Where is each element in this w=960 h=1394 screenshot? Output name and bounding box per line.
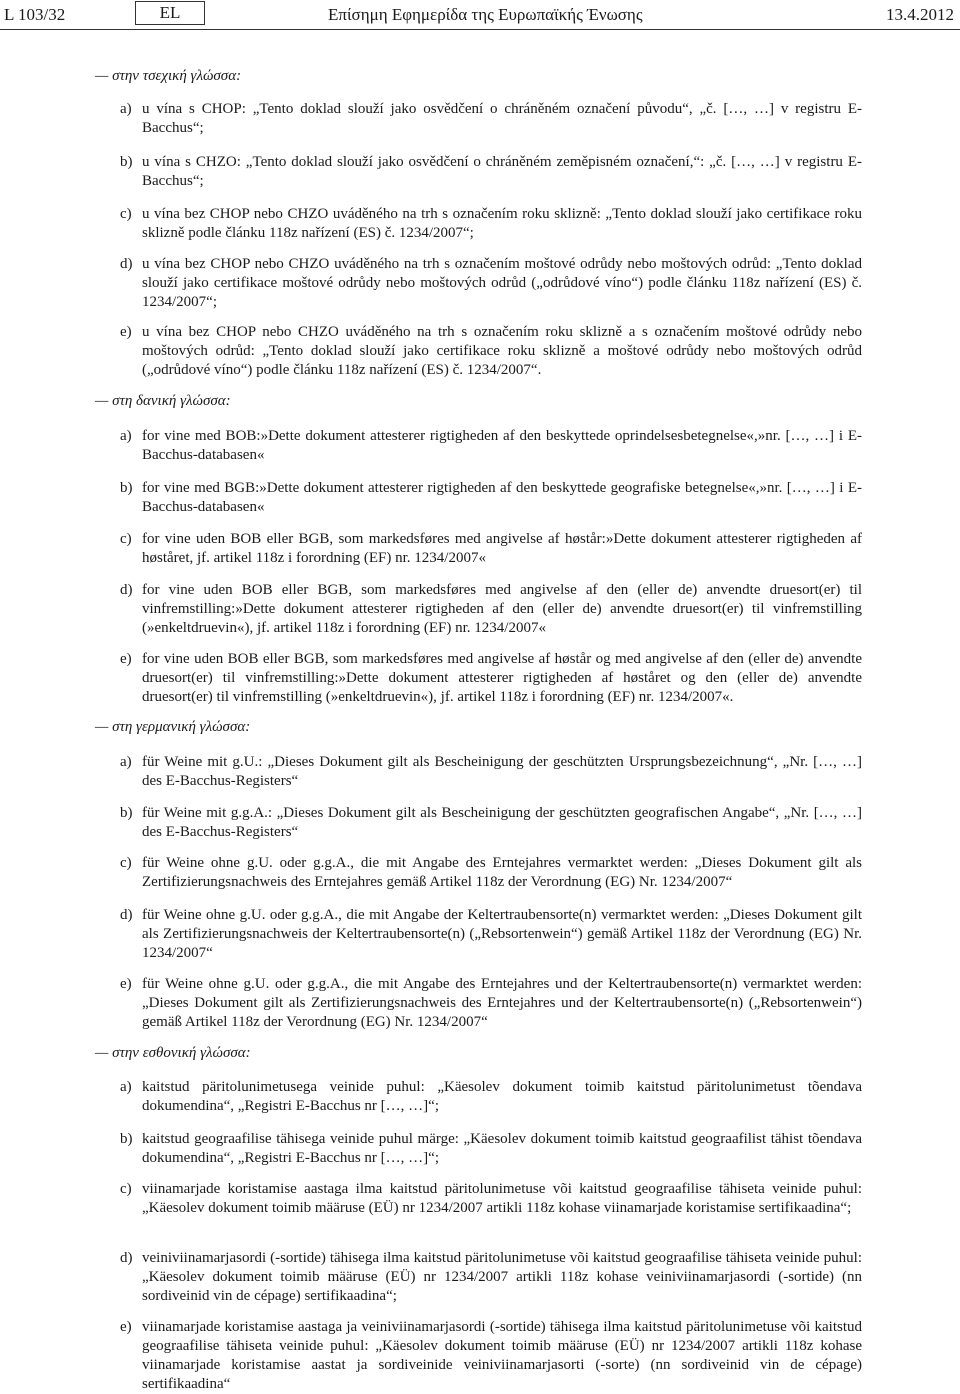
list-item: [120, 1180, 862, 1218]
list-item: [120, 906, 862, 963]
list-item: [120, 1130, 862, 1168]
list-item: [120, 255, 862, 312]
item-text: u vína s CHZO: „Tento doklad slouží jako osvědčení o chráněném zeměpisném označení,“: „č. […, …] v registru E-Bacchus“;: [142, 154, 862, 189]
item-text: for vine uden BOB eller BGB, som markedsføres med angivelse af den (eller de) anvendte druesort(er) til vinfremstilling:»Dette dokument attesterer rigtigheden af den (eller de) anvendte druesort(er) til vinfremstilling (»enkeltdruevin«), jf. artikel 118z i forordning (EF) nr. 1234/2007«: [142, 582, 862, 636]
section-heading-estonian: — στην εσθονική γλώσσα:: [95, 1045, 251, 1061]
header-rule: [0, 29, 960, 30]
item-label: a): [120, 101, 132, 117]
list-item: [120, 153, 862, 191]
item-text: u vína bez CHOP nebo CHZO uváděného na trh s označením roku sklizně a s označením moštové odrůdy nebo moštových odrůd: „Tento doklad slouží jako certifikace roku sklizně a moštové odrůdy nebo moštových odrůd („odrůdové víno“) podle článku 118z nařízení (ES) č. 1234/2007“.: [142, 324, 862, 378]
page-number: L 103/32: [4, 5, 66, 24]
item-label: a): [120, 754, 132, 770]
list-item: [120, 975, 862, 1032]
item-text: für Weine ohne g.U. oder g.g.A., die mit Angabe des Erntejahres und der Keltertraubensorte(n) vermarktet werden: „Dieses Dokument gilt als Zertifizierungsnachweis des Erntejahres und der Keltertraubensorte(n) („Rebsortenwein“) gemäß Artikel 118z der Verordnung (EG) Nr. 1234/2007“: [142, 976, 862, 1030]
list-item: [120, 854, 862, 892]
item-label: c): [120, 531, 132, 547]
list-item: [120, 1249, 862, 1306]
list-item: [120, 804, 862, 842]
item-label: a): [120, 1079, 132, 1095]
item-text: for vine med BGB:»Dette dokument attesterer rigtigheden af den beskyttede geografiske betegnelse«,»nr. […, …] i E-Bacchus-databasen«: [142, 480, 862, 515]
list-item: [120, 530, 862, 568]
item-label: c): [120, 206, 132, 222]
item-text: u vína bez CHOP nebo CHZO uváděného na trh s označením roku sklizně: „Tento doklad slouží jako certifikace roku sklizně podle článku 118z nařízení (ES) č. 1234/2007“;: [142, 206, 862, 241]
item-label: c): [120, 1181, 132, 1197]
item-text: für Weine mit g.U.: „Dieses Dokument gilt als Bescheinigung der geschützten Ursprungsbezeichnung“, „Nr. […, …] des E-Bacchus-Registers“: [142, 754, 862, 789]
list-item: [120, 581, 862, 638]
item-label: d): [120, 582, 133, 598]
list-item: [120, 1078, 862, 1116]
list-item: [120, 479, 862, 517]
item-label: b): [120, 154, 133, 170]
section-heading-danish: — στη δανική γλώσσα:: [95, 393, 231, 409]
item-text: for vine uden BOB eller BGB, som markedsføres med angivelse af høstår og med angivelse af den (eller de) anvendte druesort(er) til vinfremstilling:»Dette dokument attesterer rigtigheden af høståret og den (eller de) anvendte druesort(er) til vinfremstilling (»enkeltdruevin«), jf. artikel 118z i forordning (EF) nr. 1234/2007«.: [142, 651, 862, 705]
item-text: for vine uden BOB eller BGB, som markedsføres med angivelse af høstår:»Dette dokument attesterer rigtigheden af høståret, jf. artikel 118z i forordning (EF) nr. 1234/2007«: [142, 531, 862, 566]
language-code: EL: [135, 1, 205, 25]
item-label: d): [120, 256, 133, 272]
item-label: e): [120, 651, 132, 667]
item-label: b): [120, 1131, 133, 1147]
item-text: u vína s CHOP: „Tento doklad slouží jako osvědčení o chráněném označení původu“, „č. […, …] v registru E-Bacchus“;: [142, 101, 862, 136]
item-text: kaitstud geograafilise tähisega veinide puhul märge: „Käesolev dokument toimib kaitstud geograafilist tähist tõendava dokumendina“, „Registri E-Bacchus nr […, …]“;: [142, 1131, 862, 1166]
item-label: e): [120, 324, 132, 340]
list-item: [120, 205, 862, 243]
item-text: für Weine ohne g.U. oder g.g.A., die mit Angabe des Erntejahres vermarktet werden: „Dieses Dokument gilt als Zertifizierungsnachweis des Erntejahres gemäß Artikel 118z der Verordnung (EG) Nr. 1234/2007“: [142, 855, 862, 890]
section-heading-czech: — στην τσεχική γλώσσα:: [95, 68, 242, 84]
journal-title: Επίσημη Εφημερίδα της Ευρωπαϊκής Ένωσης: [328, 5, 643, 24]
item-text: kaitstud päritolunimetusega veinide puhul: „Käesolev dokument toimib kaitstud päritolunimetust tõendava dokumendina“, „Registri E-Bacchus nr […, …]“;: [142, 1079, 862, 1114]
section-heading-german: — στη γερμανική γλώσσα:: [95, 719, 251, 735]
page-header: [0, 0, 960, 28]
item-label: c): [120, 855, 132, 871]
item-text: viinamarjade koristamise aastaga ilma kaitstud päritolunimetuse või kaitstud geograafilise tähiseta veinide puhul: „Käesolev dokument toimib määruse (EÜ) nr 1234/2007 artikli 118z kohase viinamarjade koristamise sertifikaadina“;: [142, 1181, 862, 1216]
item-label: d): [120, 907, 133, 923]
list-item: [120, 323, 862, 380]
item-label: a): [120, 428, 132, 444]
list-item: [120, 1318, 862, 1394]
list-item: [120, 100, 862, 138]
item-label: e): [120, 1319, 132, 1335]
item-text: für Weine ohne g.U. oder g.g.A., die mit Angabe der Keltertraubensorte(n) vermarktet werden: „Dieses Dokument gilt als Zertifizierungsnachweis der Keltertraubensorte(n) („Rebsortenwein“) gemäß Artikel 118z der Verordnung (EG) Nr. 1234/2007“: [142, 907, 862, 961]
list-item: [120, 753, 862, 791]
item-text: viinamarjade koristamise aastaga ja veiniviinamarjasordi (-sortide) tähisega ilma kaitstud päritolunimetuse või kaitstud geograafilise tähiseta veinide puhul: „Käesolev dokument toimib määruse (EÜ) nr 1234/2007 artikli 118z kohase viinamarjade koristamise aastat ja sordiveinide veiniviinamarjasorti (-sorte) (nn sordiveinid vin de cépage) sertifikaadina“: [142, 1319, 862, 1392]
item-label: e): [120, 976, 132, 992]
item-text: für Weine mit g.g.A.: „Dieses Dokument gilt als Bescheinigung der geschützten geografischen Angabe“, „Nr. […, …] des E-Bacchus-Registers“: [142, 805, 862, 840]
publication-date: 13.4.2012: [886, 5, 954, 24]
list-item: [120, 427, 862, 465]
list-item: [120, 650, 862, 707]
item-label: d): [120, 1250, 133, 1266]
item-text: veiniviinamarjasordi (-sortide) tähisega ilma kaitstud päritolunimetuse või kaitstud geograafilise tähiseta veinide puhul: „Käesolev dokument toimib määruse (EÜ) nr 1234/2007 artikli 118z kohase veiniviinamarjasordi (-sortide) (nn sordiveinid vin de cépage) sertifikaadina“;: [142, 1250, 862, 1304]
item-text: u vína bez CHOP nebo CHZO uváděného na trh s označením moštové odrůdy nebo moštových odrůd: „Tento doklad slouží jako certifikace moštové odrůdy nebo moštových odrůd („odrůdové víno“) podle článku 118z nařízení (ES) č. 1234/2007“;: [142, 256, 862, 310]
item-label: b): [120, 480, 133, 496]
item-text: for vine med BOB:»Dette dokument attesterer rigtigheden af den beskyttede oprindelsesbetegnelse«,»nr. […, …] i E-Bacchus-databasen«: [142, 428, 862, 463]
item-label: b): [120, 805, 133, 821]
